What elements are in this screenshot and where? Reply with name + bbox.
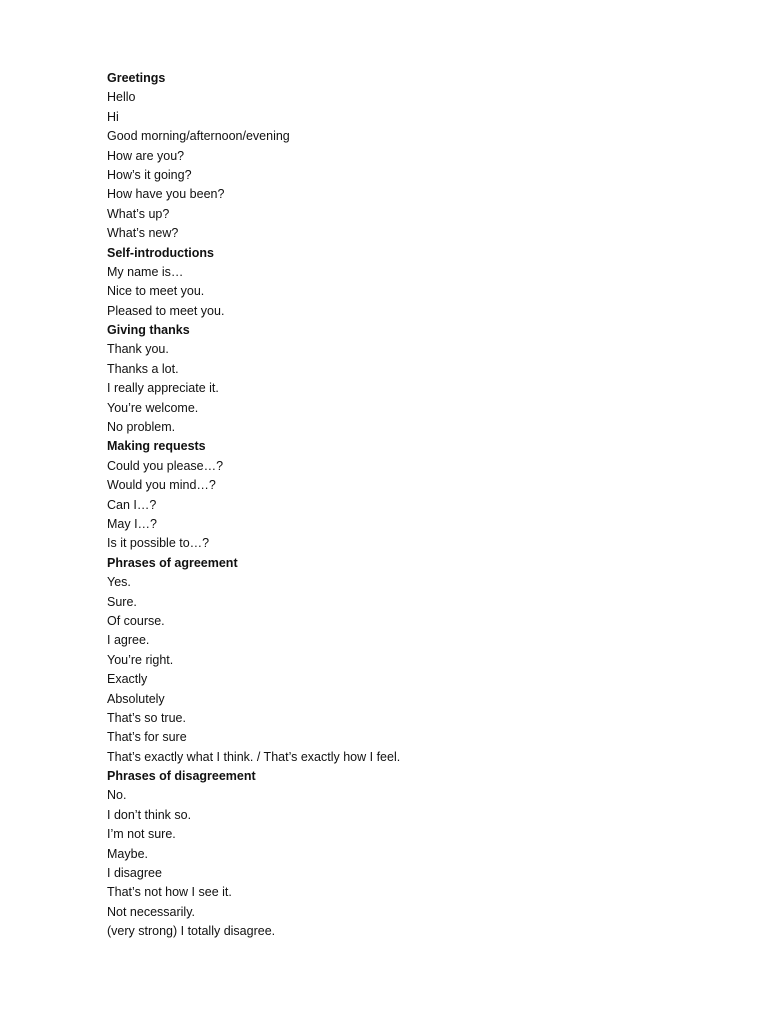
section-giving-thanks xyxy=(107,321,768,437)
phrase-line: I agree. xyxy=(107,633,150,648)
phrase-line: That’s so true. xyxy=(107,710,186,725)
section-heading: Greetings xyxy=(107,71,166,85)
phrase-line: My name is… xyxy=(107,264,184,279)
section-heading: Phrases of agreement xyxy=(107,555,238,570)
phrase-line: Hello xyxy=(107,90,136,105)
phrase-line: Not necessarily. xyxy=(107,904,195,919)
phrase-line: Thank you. xyxy=(107,342,169,357)
phrase-line: I don’t think so. xyxy=(107,807,192,822)
section-heading: Phrases of disagreement xyxy=(107,769,256,784)
section-phrases-of-disagreement xyxy=(107,767,768,942)
section-heading: Giving thanks xyxy=(107,323,190,338)
phrase-line: No. xyxy=(107,788,127,803)
phrase-line: I’m not sure. xyxy=(107,827,176,842)
phrase-line: May I…? xyxy=(107,516,158,531)
phrase-line: You’re right. xyxy=(107,652,174,667)
section-greetings xyxy=(107,69,768,244)
phrase-line: Is it possible to…? xyxy=(107,536,210,551)
phrase-line: Sure. xyxy=(107,594,137,609)
section-heading: Self-introductions xyxy=(107,245,214,260)
section-phrases-of-agreement xyxy=(107,554,768,767)
section-making-requests xyxy=(107,437,768,553)
phrase-line: Thanks a lot. xyxy=(107,361,179,376)
phrase-line: I disagree xyxy=(107,866,162,881)
phrase-line: Good morning/afternoon/evening xyxy=(107,129,290,144)
phrase-line: Pleased to meet you. xyxy=(107,303,225,318)
phrase-line: I really appreciate it. xyxy=(107,381,219,396)
section-heading: Making requests xyxy=(107,439,206,454)
section-self-introductions xyxy=(107,244,768,322)
phrase-line: Can I…? xyxy=(107,497,157,512)
phrase-line: No problem. xyxy=(107,420,176,435)
phrase-line: (very strong) I totally disagree. xyxy=(107,924,276,939)
phrase-line: Nice to meet you. xyxy=(107,284,205,299)
phrase-line: Of course. xyxy=(107,613,165,628)
phrase-line: Could you please…? xyxy=(107,458,224,473)
phrase-line: That’s for sure xyxy=(107,730,187,745)
phrase-line: That’s not how I see it. xyxy=(107,885,232,900)
phrase-line: How have you been? xyxy=(107,187,225,202)
phrase-line: Exactly xyxy=(107,672,148,687)
phrase-line: Hi xyxy=(107,109,119,124)
phrase-line: How are you? xyxy=(107,148,185,163)
phrase-line: Maybe. xyxy=(107,846,148,861)
phrase-line: What’s new? xyxy=(107,226,179,241)
phrase-line: Would you mind…? xyxy=(107,478,216,493)
phrase-line: How’s it going? xyxy=(107,167,192,182)
phrase-line: Yes. xyxy=(107,575,131,590)
phrase-line: What’s up? xyxy=(107,206,170,221)
phrase-line: You’re welcome. xyxy=(107,400,199,415)
phrase-line: That’s exactly what I think. / That’s exactly how I feel. xyxy=(107,749,401,764)
phrase-line: Absolutely xyxy=(107,691,165,706)
